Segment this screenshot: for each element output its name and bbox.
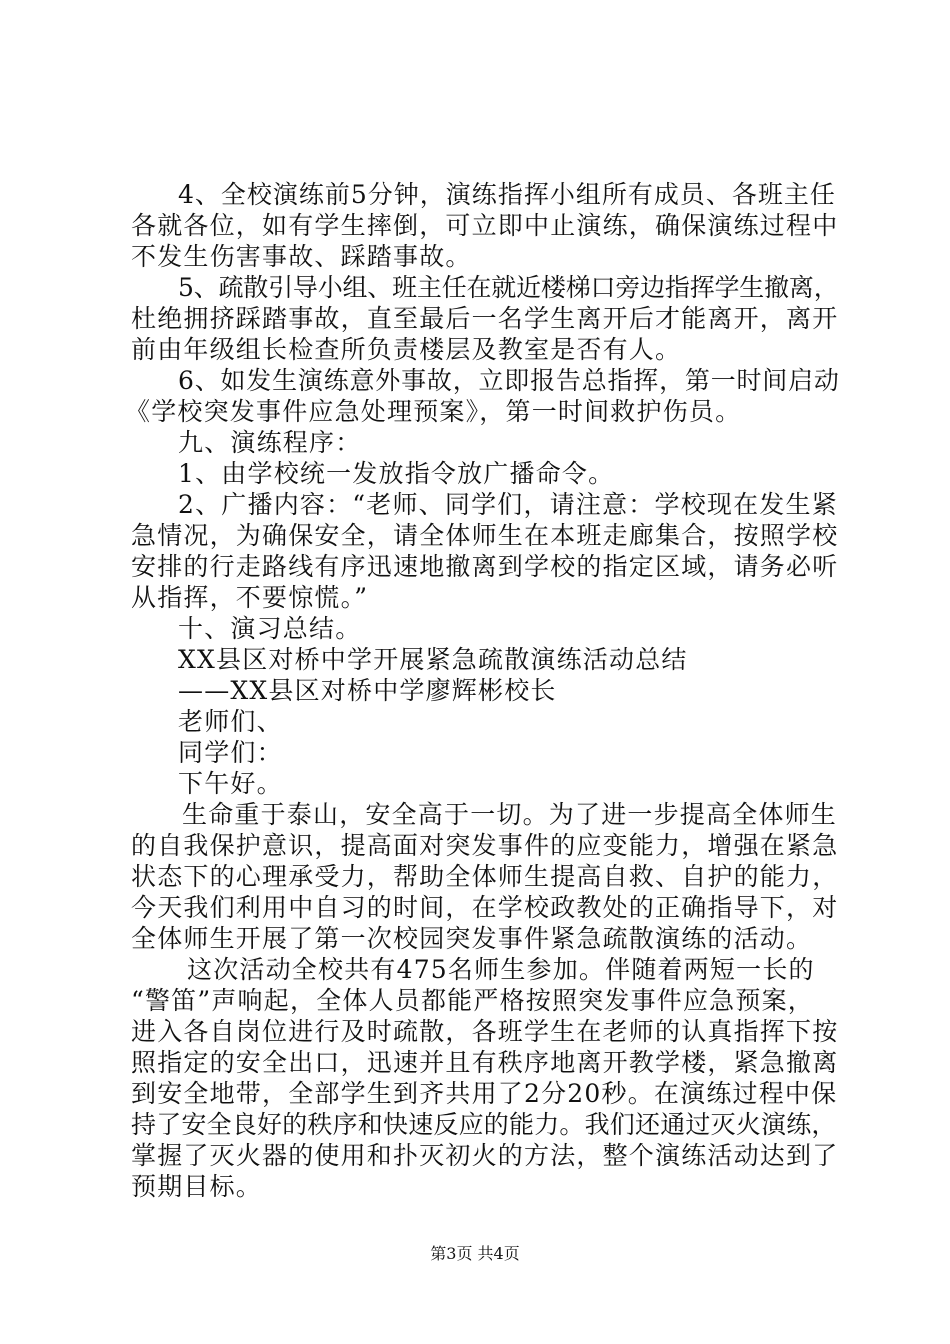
text-line: 各就各位，如有学生摔倒，可立即中止演练，确保演练过程中	[131, 211, 839, 240]
summary-author: ——XX县区对桥中学廖辉彬校长	[178, 676, 557, 705]
text-line: 从指挥，不要惊慌。”	[131, 583, 369, 612]
text-line: 急情况，为确保安全，请全体师生在本班走廊集合，按照学校	[131, 521, 839, 550]
text-line: 到安全地带，全部学生到齐共用了2分20秒。在演练过程中保	[131, 1079, 838, 1108]
text-line: 掌握了灭火器的使用和扑灭初火的方法，整个演练活动达到了	[131, 1141, 839, 1170]
text-line: 全体师生开展了第一次校园突发事件紧急疏散演练的活动。	[131, 924, 813, 953]
greeting-line: 老师们、	[178, 707, 283, 736]
text-line: 持了安全良好的秩序和快速反应的能力。我们还通过灭火演练，	[131, 1110, 837, 1139]
text-line: 状态下的心理承受力，帮助全体师生提高自救、自护的能力，	[131, 862, 839, 891]
text-line: 不发生伤害事故、踩踏事故。	[131, 242, 472, 271]
text-line: 1、由学校统一发放指令放广播命令。	[178, 459, 615, 488]
page-footer: 第3页 共4页	[430, 1244, 520, 1263]
text-line: 2、广播内容：“老师、同学们，请注意：学校现在发生紧	[178, 490, 838, 519]
text-line: 生命重于泰山，安全高于一切。为了进一步提高全体师生	[182, 800, 838, 829]
section-heading: 十、演习总结。	[178, 614, 362, 643]
text-line: 6、如发生演练意外事故，立即报告总指挥，第一时间启动	[178, 366, 840, 395]
greeting-line: 下午好。	[178, 769, 283, 798]
text-line: 进入各自岗位进行及时疏散，各班学生在老师的认真指挥下按	[131, 1017, 839, 1046]
text-line: 前由年级组长检查所负责楼层及教室是否有人。	[131, 335, 682, 364]
text-line: 预期目标。	[131, 1172, 263, 1201]
text-line: 《学校突发事件应急处理预案》，第一时间救护伤员。	[125, 397, 742, 426]
text-line: 这次活动全校共有475名师生参加。伴随着两短一长的	[187, 955, 815, 984]
text-line: 今天我们利用中自习的时间，在学校政教处的正确指导下，对	[131, 893, 839, 922]
greeting-line: 同学们：	[178, 738, 283, 767]
section-heading: 九、演练程序：	[178, 428, 362, 457]
text-line: 的自我保护意识，提高面对突发事件的应变能力，增强在紧急	[131, 831, 839, 860]
text-line: 照指定的安全出口，迅速并且有秩序地离开教学楼，紧急撤离	[131, 1048, 839, 1077]
text-line: 4、全校演练前5分钟，演练指挥小组所有成员、各班主任	[178, 180, 836, 209]
text-line: 5、疏散引导小组、班主任在就近楼梯口旁边指挥学生撤离，	[178, 273, 839, 302]
text-line: “警笛”声响起，全体人员都能严格按照突发事件应急预案，	[131, 986, 814, 1015]
text-line: 杜绝拥挤踩踏事故，直至最后一名学生离开后才能离开，离开	[131, 304, 839, 333]
summary-title: XX县区对桥中学开展紧急疏散演练活动总结	[178, 645, 688, 674]
text-line: 安排的行走路线有序迅速地撤离到学校的指定区域，请务必听	[131, 552, 839, 581]
